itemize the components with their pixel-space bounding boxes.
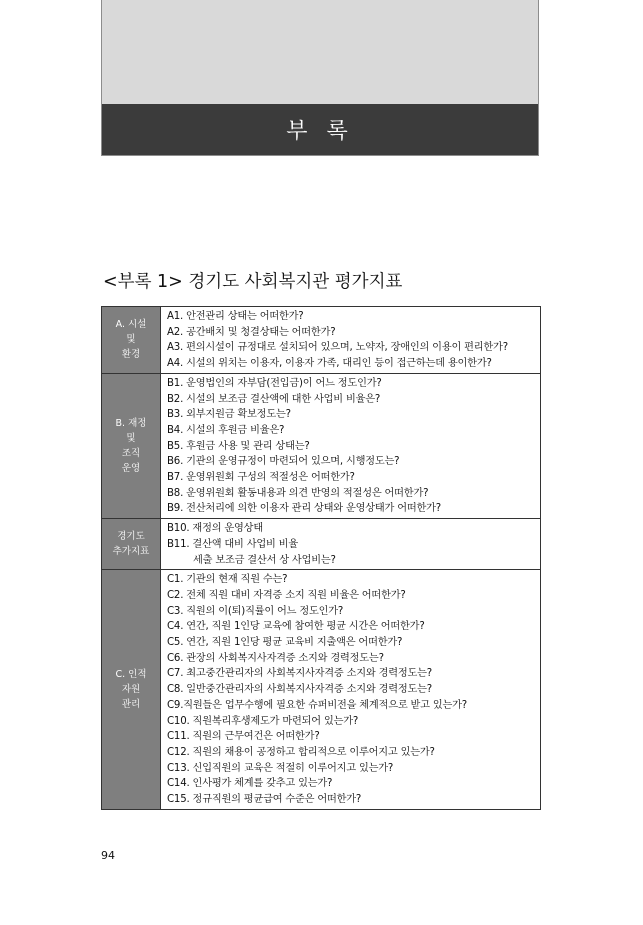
index-item-continued: 세출 보조금 결산서 상 사업비는? [193, 554, 336, 566]
index-item: C15. 정규직원의 평균급여 수준은 어떠한가? [167, 794, 362, 806]
index-item: B6. 기관의 운영규정이 마련되어 있으며, 시행정도는? [167, 456, 400, 468]
table-row [102, 373, 541, 518]
category-cell [102, 373, 161, 518]
category-label: B. 재정 [115, 417, 147, 429]
category-label: 자원 [121, 684, 141, 696]
category-label: 및 [126, 432, 136, 444]
index-item: B8. 운영위원회 활동내용과 의견 반영의 적절성은 어떠한가? [167, 487, 429, 499]
index-item: C13. 신입직원의 교육은 적절히 이루어지고 있는가? [167, 762, 394, 774]
document-title: <부록 1> 경기도 사회복지관 평가지표 [103, 272, 403, 292]
appendix-title: 부 록 [102, 104, 538, 155]
items-cell [161, 570, 541, 810]
index-item: C9.직원들은 업무수행에 필요한 슈퍼비전을 체계적으로 받고 있는가? [167, 699, 467, 711]
index-item: B7. 운영위원회 구성의 적절성은 어떠한가? [167, 472, 355, 484]
table-row [102, 519, 541, 570]
index-item: B2. 시설의 보조금 결산액에 대한 사업비 비율은? [167, 393, 381, 405]
index-item: B3. 외부지원금 확보정도는? [167, 409, 291, 421]
category-label: 추가지표 [112, 546, 150, 558]
index-item: B10. 재정의 운영상태 [167, 523, 263, 535]
category-label: 조직 [121, 447, 141, 459]
index-item: B5. 후원금 사용 및 관리 상태는? [167, 440, 310, 452]
evaluation-index-table [101, 306, 541, 810]
index-item: C10. 직원복리후생제도가 마련되어 있는가? [167, 715, 359, 727]
category-cell [102, 307, 161, 374]
category-label: 환경 [121, 349, 141, 361]
header-gray-panel [102, 0, 538, 104]
index-item: B9. 전산처리에 의한 이용자 관리 상태와 운영상태가 어떠한가? [167, 503, 441, 515]
index-item: B4. 시설의 후원금 비율은? [167, 424, 285, 436]
index-item: A3. 편의시설이 규정대로 설치되어 있으며, 노약자, 장애인의 이용이 편리한가? [167, 342, 508, 354]
index-item: C6. 관장의 사회복지사자격증 소지와 경력정도는? [167, 652, 384, 664]
index-item: A1. 안전관리 상태는 어떠한가? [167, 311, 304, 322]
items-cell [161, 307, 541, 374]
index-item: C8. 일반중간관리자의 사회복지사자격증 소지와 경력정도는? [167, 684, 432, 696]
index-item: C1. 기관의 현재 직원 수는? [167, 574, 288, 586]
category-cell [102, 519, 161, 570]
items-cell [161, 373, 541, 518]
index-item: A4. 시설의 위치는 이용자, 이용자 가족, 대리인 등이 접근하는데 용이한가? [167, 358, 492, 370]
table-row [102, 307, 541, 374]
index-item: C5. 연간, 직원 1인당 평균 교육비 지출액은 어떠한가? [167, 637, 403, 649]
category-label: 운영 [121, 462, 141, 474]
category-label: 및 [126, 334, 136, 346]
index-item: A2. 공간배치 및 청결상태는 어떠한가? [167, 326, 336, 338]
category-label: A. 시설 [115, 319, 147, 331]
index-item: C4. 연간, 직원 1인당 교육에 참여한 평균 시간은 어떠한가? [167, 621, 425, 633]
index-item: C3. 직원의 이(퇴)직률이 어느 정도인가? [167, 605, 344, 617]
page-number: 94 [101, 849, 115, 862]
table-row [102, 570, 541, 810]
category-label: C. 인적 [115, 669, 147, 681]
index-item: C12. 직원의 채용이 공정하고 합리적으로 이루어지고 있는가? [167, 746, 435, 758]
index-item: C7. 최고중간관리자의 사회복지사자격증 소지와 경력정도는? [167, 668, 432, 680]
index-item: C14. 인사평가 체계를 갖추고 있는가? [167, 778, 333, 790]
index-item: C11. 직원의 근무여건은 어떠한가? [167, 731, 320, 743]
index-item: C2. 전체 직원 대비 자격증 소지 직원 비율은 어떠한가? [167, 589, 406, 601]
category-label: 관리 [121, 699, 141, 711]
category-label: 경기도 [117, 531, 145, 543]
index-item: B11. 결산액 대비 사업비 비율 [167, 538, 298, 550]
index-item: B1. 운영법인의 자부담(전입금)이 어느 정도인가? [167, 377, 382, 389]
items-cell [161, 519, 541, 570]
appendix-header-box [101, 0, 539, 156]
category-cell [102, 570, 161, 810]
